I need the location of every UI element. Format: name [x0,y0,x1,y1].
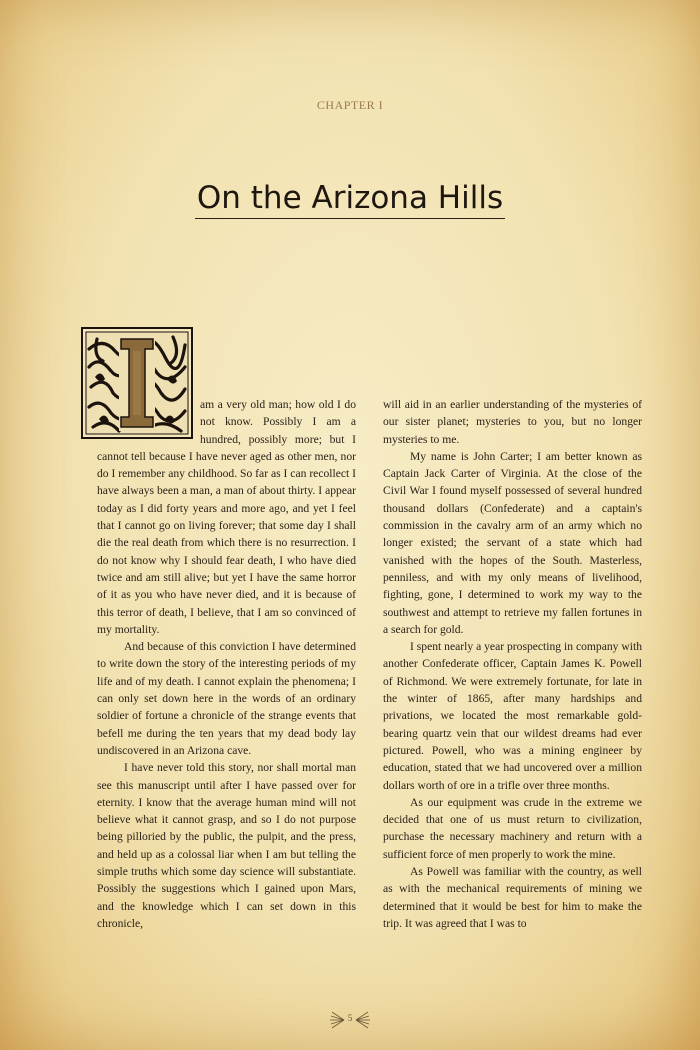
paragraph-6: As our equipment was crude in the extreme we decided that one of us must return to civilization, purchase the necessary machinery and return with a sufficient force of men properly to work the mine. [383,795,642,861]
paragraph-2: And because of this conviction I have determined to write down the story of the interesting periods of my life and of my death. I cannot explain the phenomena; I can only set down here in the words of an ordinary soldier of fortune a chronicle of the strange events that befell me during the ten years that my dead body lay undiscovered in an Arizona cave. [97,640,356,757]
drop-cap-ornament-icon [81,327,193,439]
text-column-right [383,396,642,932]
page-number: 5 [347,1013,353,1023]
drop-cap-illuminated-letter [81,327,193,439]
page-folio [330,1006,370,1034]
paragraph-5: I spent nearly a year prospecting in company with another Confederate officer, Captain James K. Powell of Richmond. We were extremely fortunate, for late in the winter of 1865, after many hardships and privations, we located the most remarkable gold-bearing quartz vein that our wildest dreams had ever pictured. Powell, who was a mining engineer by education, stated that we had uncovered over a million dollars worth of ore in a trifle over three months. [383,640,642,792]
paragraph-7: As Powell was familiar with the country, as well as with the mechanical requirements of mining we determined that it would be best for him to make the trip. It was agreed that I was to [383,865,642,930]
paragraph-3-continued: will aid in an earlier understanding of the mysteries of our sister planet; mysteries to you, but no longer mysteries to me. [383,398,642,446]
paragraph-1-text: am a very old man; how old I do not know. Possibly I am a hundred, possibly more; but I cannot tell because I have never aged as other men, nor do I remember any childhood. So far as I can recollect I have always been a man, a man of about thirty. I appear today as I did forty years and more ago, and yet I feel that I cannot go on living forever; that some day I shall die the real death from which there is no resurrection. I do not know why I should fear death, I who have died twice and am still alive; but yet I have the same horror of it as you who have never died, and it is because of this terror of death, I believe, that I am so convinced of my mortality. [97,398,356,636]
paragraph-4: My name is John Carter; I am better known as Captain Jack Carter of Virginia. At the close of the Civil War I found myself possessed of several hundred thousand dollars (Confederate) and a captain's commission in the cavalry arm of an army which no longer existed; the servant of a state which had vanished with the hopes of the South. Masterless, penniless, and with my only means of livelihood, fighting, gone, I determined to work my way to the southwest and attempt to retrieve my fallen fortunes in a search for gold. [383,449,642,636]
chapter-label: CHAPTER I [316,98,384,112]
paragraph-3: I have never told this story, nor shall mortal man see this manuscript until after I have passed over for eternity. I know that the average human mind will not believe what it cannot grasp, and so I do not purpose being pilloried by the public, the pulpit, and the press, and held up as a colossal liar when I am but telling the simple truths which some day science will substantiate. Possibly the suggestions which I gained upon Mars, and the knowledge which I can set down in this chronicle, [97,761,356,930]
text-column-left [97,396,356,932]
chapter-title-wrapper [0,180,700,219]
paragraph-1 [97,396,356,638]
chapter-title: On the Arizona Hills [195,180,505,219]
